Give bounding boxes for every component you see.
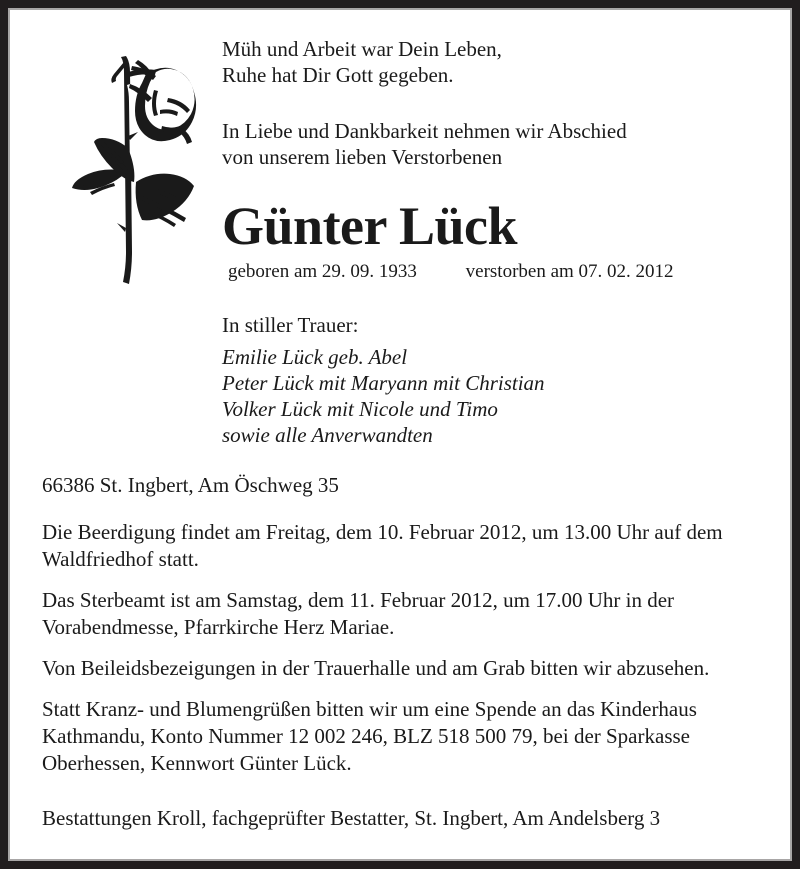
upper-text-block [222,36,762,448]
intro-line-1: In Liebe und Dankbarkeit nehmen wir Abschied [222,119,627,143]
intro-text [222,118,762,170]
mourner-name: sowie alle Anverwandten [222,423,433,447]
burial-paragraph: Die Beerdigung findet am Freitag, dem 10. Februar 2012, um 13.00 Uhr auf dem Waldfriedhof statt. [42,520,723,571]
verse-line-2: Ruhe hat Dir Gott gegeben. [222,63,454,87]
family-address: 66386 St. Ingbert, Am Öschweg 35 [42,473,339,497]
birth-date: geboren am 29. 09. 1933 [228,261,417,282]
verse-line-1: Müh und Arbeit war Dein Leben, [222,37,502,61]
funeral-home-footer: Bestattungen Kroll, fachgeprüfter Bestatter, St. Ingbert, Am Andelsberg 3 [42,806,661,830]
deceased-name: Günter Lück [222,196,518,256]
memorial-mass-paragraph: Das Sterbeamt ist am Samstag, dem 11. Februar 2012, um 17.00 Uhr in der Vorabendmesse, Pfarrkirche Herz Mariae. [42,588,675,639]
mourner-name: Volker Lück mit Nicole und Timo [222,397,498,421]
condolences-paragraph: Von Beileidsbezeigungen in der Trauerhalle und am Grab bitten wir abzusehen. [42,656,710,680]
notice-content [10,10,790,859]
mourning-title: In stiller Trauer: [222,313,359,337]
intro-line-2: von unserem lieben Verstorbenen [222,145,503,169]
verse [222,36,762,88]
donation-paragraph: Statt Kranz- und Blumengrüßen bitten wir um eine Spende an das Kinderhaus Kathmandu, Konto Nummer 12 002 246, BLZ 518 500 79, bei der Sparkasse Oberhessen, Kennwort Günter Lück. [42,697,697,775]
mourner-name: Emilie Lück geb. Abel [222,345,408,369]
lower-text-block [42,472,760,832]
life-dates [222,260,762,284]
mourner-name: Peter Lück mit Maryann mit Christian [222,371,545,395]
death-date: verstorben am 07. 02. 2012 [465,261,674,282]
rose-icon [42,32,222,292]
